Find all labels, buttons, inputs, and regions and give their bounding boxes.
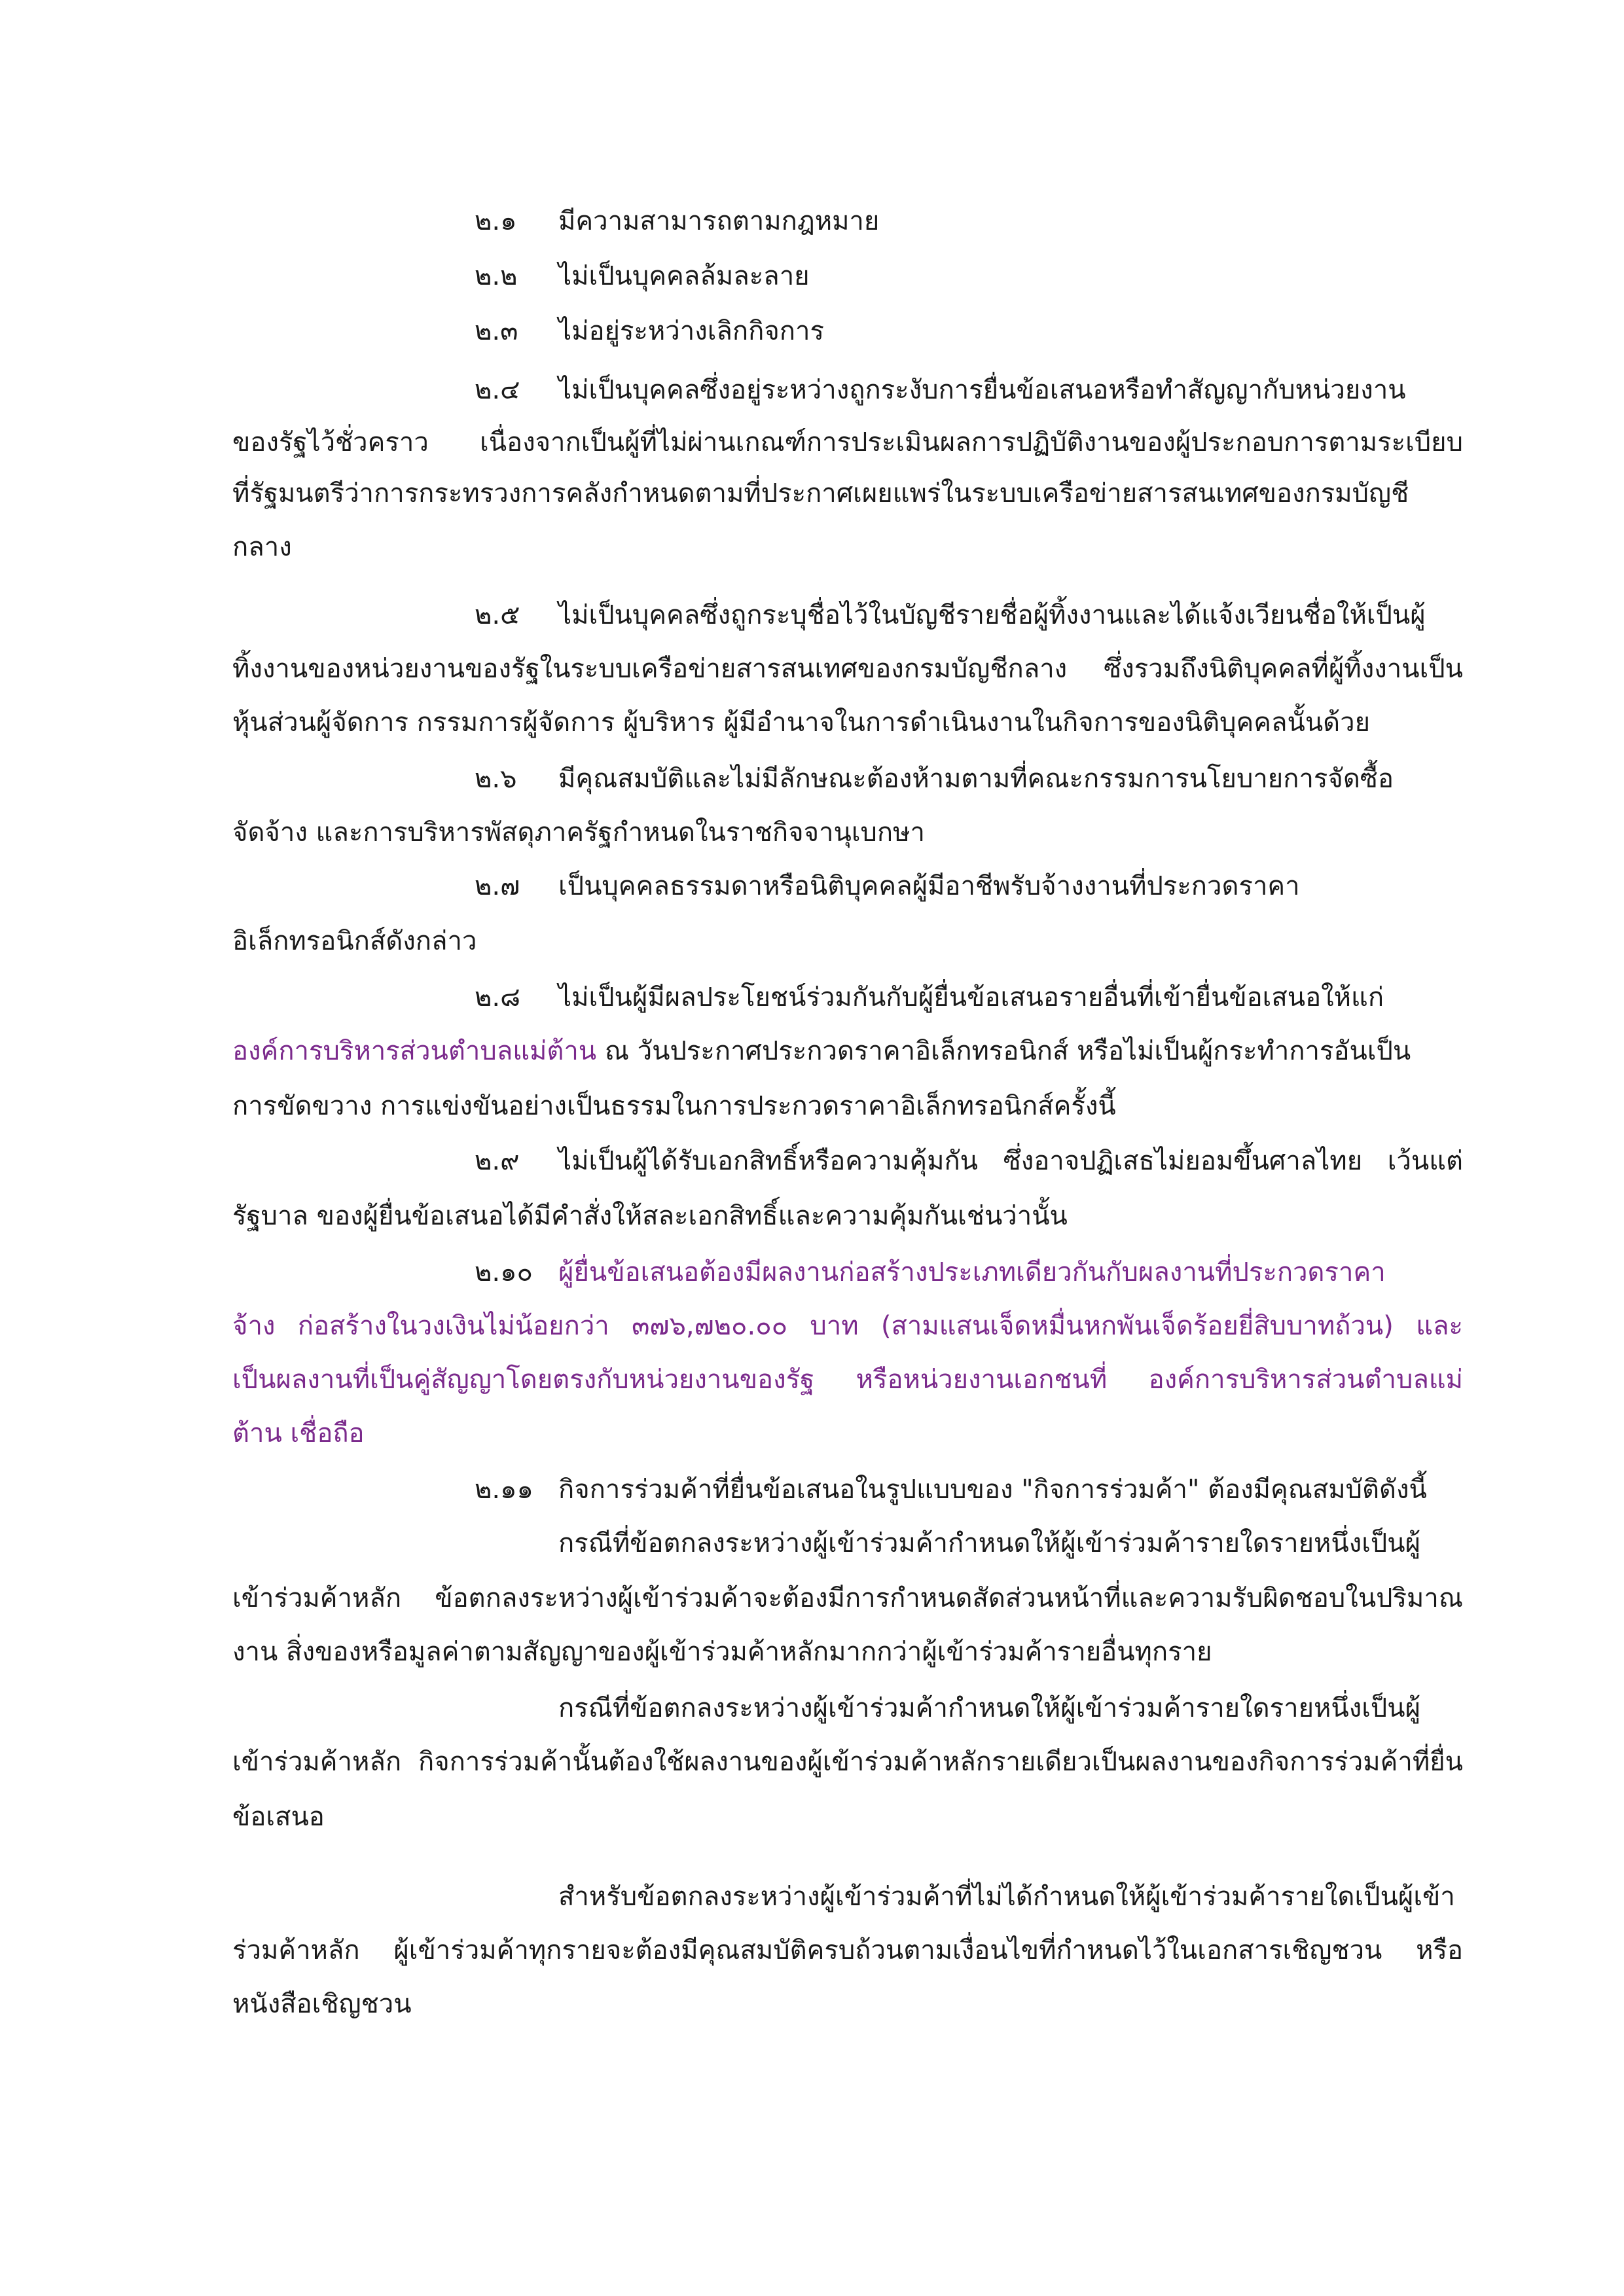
paragraph-line: หนังสือเชิญชวน xyxy=(232,1989,412,2019)
item-text: ไม่เป็นผู้ได้รับเอกสิทธิ์หรือความคุ้มกัน ซึ่งอาจปฏิเสธไม่ยอมขึ้นศาลไทย เว้นแต่ xyxy=(558,1146,1463,1176)
item-text: ไม่อยู่ระหว่างเลิกกิจการ xyxy=(558,316,824,346)
item-number: ๒.๑๐ xyxy=(475,1257,533,1287)
item-2-1 xyxy=(475,202,1463,241)
paragraph-line: จัดจ้าง และการบริหารพัสดุภาครัฐกำหนดในราชกิจจานุเบกษา xyxy=(232,817,925,848)
item-2-6 xyxy=(475,759,1463,798)
item-number: ๒.๑ xyxy=(475,206,517,236)
item-text: กิจการร่วมค้าที่ยื่นข้อเสนอในรูปแบบของ "กิจการร่วมค้า" ต้องมีคุณสมบัติดังนี้ xyxy=(558,1475,1427,1505)
item-2-2 xyxy=(475,257,1463,296)
item-text: ไม่เป็นผู้มีผลประโยชน์ร่วมกันกับผู้ยื่นข้อเสนอรายอื่นที่เข้ายื่นข้อเสนอให้แก่ xyxy=(558,982,1384,1013)
item-2-8 xyxy=(475,978,1463,1017)
item-text: ไม่เป็นบุคคลซึ่งถูกระบุชื่อไว้ในบัญชีรายชื่อผู้ทิ้งงานและได้แจ้งเวียนชื่อให้เป็นผู้ xyxy=(558,600,1426,630)
item-number: ๒.๕ xyxy=(475,600,520,630)
paragraph-line: ของรัฐไว้ชั่วคราว เนื่องจากเป็นผู้ที่ไม่ผ่านเกณฑ์การประเมินผลการปฏิบัติงานของผู้ประกอบการตามระเบียบ xyxy=(232,427,1463,457)
paragraph-line: กรณีที่ข้อตกลงระหว่างผู้เข้าร่วมค้ากำหนดให้ผู้เข้าร่วมค้ารายใดรายหนึ่งเป็นผู้ xyxy=(558,1693,1421,1723)
paragraph-line: หุ้นส่วนผู้จัดการ กรรมการผู้จัดการ ผู้บริหาร ผู้มีอำนาจในการดำเนินงานในกิจการของนิติบุคคลนั้นด้วย xyxy=(232,708,1371,738)
item-number: ๒.๓ xyxy=(475,316,518,346)
paragraph-line: ข้อเสนอ xyxy=(232,1802,325,1832)
paragraph-line: เป็นผลงานที่เป็นคู่สัญญาโดยตรงกับหน่วยงานของรัฐ หรือหน่วยงานเอกชนที่ องค์การบริหารส่วนตำบลแม่ xyxy=(232,1365,1463,1395)
paragraph-line: เข้าร่วมค้าหลัก กิจการร่วมค้านั้นต้องใช้ผลงานของผู้เข้าร่วมค้าหลักรายเดียวเป็นผลงานของกิจการร่วมค้าที่ยื่น xyxy=(232,1747,1463,1777)
item-number: ๒.๖ xyxy=(475,764,517,794)
item-2-7 xyxy=(475,867,1463,906)
agency-name: องค์การบริหารส่วนตำบลแม่ต้าน xyxy=(232,1036,597,1066)
paragraph-line: ต้าน เชื่อถือ xyxy=(232,1418,365,1448)
item-number: ๒.๘ xyxy=(475,982,520,1013)
paragraph-line: ทิ้งงานของหน่วยงานของรัฐในระบบเครือข่ายสารสนเทศของกรมบัญชีกลาง ซึ่งรวมถึงนิติบุคคลที่ผู้ทิ้งงานเป็น xyxy=(232,654,1463,684)
item-text: มีคุณสมบัติและไม่มีลักษณะต้องห้ามตามที่คณะกรรมการนโยบายการจัดซื้อ xyxy=(558,764,1394,794)
item-number: ๒.๗ xyxy=(475,871,520,901)
paragraph-line: ร่วมค้าหลัก ผู้เข้าร่วมค้าทุกรายจะต้องมีคุณสมบัติครบถ้วนตามเงื่อนไขที่กำหนดไว้ในเอกสารเชิญชวน หรือ xyxy=(232,1935,1463,1965)
item-2-5 xyxy=(475,596,1463,635)
paragraph-line: อิเล็กทรอนิกส์ดังกล่าว xyxy=(232,926,477,956)
item-text: มีความสามารถตามกฎหมาย xyxy=(558,206,880,236)
paragraph-line: กรณีที่ข้อตกลงระหว่างผู้เข้าร่วมค้ากำหนดให้ผู้เข้าร่วมค้ารายใดรายหนึ่งเป็นผู้ xyxy=(558,1528,1421,1558)
paragraph-line: กลาง xyxy=(232,532,292,562)
item-number: ๒.๑๑ xyxy=(475,1475,533,1505)
item-2-4 xyxy=(475,370,1463,410)
item-2-11 xyxy=(475,1470,1463,1509)
item-text: เป็นบุคคลธรรมดาหรือนิติบุคคลผู้มีอาชีพรับจ้างงานที่ประกวดราคา xyxy=(558,871,1300,901)
item-2-10 xyxy=(475,1253,1463,1292)
item-text: ไม่เป็นบุคคลซึ่งอยู่ระหว่างถูกระงับการยื่นข้อเสนอหรือทำสัญญากับหน่วยงาน xyxy=(558,375,1406,405)
item-number: ๒.๙ xyxy=(475,1146,520,1176)
paragraph-line xyxy=(232,1031,1463,1071)
paragraph-text: ณ วันประกาศประกวดราคาอิเล็กทรอนิกส์ หรือไม่เป็นผู้กระทำการอันเป็น xyxy=(596,1036,1411,1066)
item-number: ๒.๒ xyxy=(475,261,518,291)
paragraph-line: เข้าร่วมค้าหลัก ข้อตกลงระหว่างผู้เข้าร่วมค้าจะต้องมีการกำหนดสัดส่วนหน้าที่และความรับผิดชอบในปริมาณ xyxy=(232,1583,1463,1613)
paragraph-line: รัฐบาล ของผู้ยื่นข้อเสนอได้มีคำสั่งให้สละเอกสิทธิ์และความคุ้มกันเช่นว่านั้น xyxy=(232,1201,1068,1231)
item-text: ไม่เป็นบุคคลล้มละลาย xyxy=(558,261,810,291)
paragraph-line: จ้าง ก่อสร้างในวงเงินไม่น้อยกว่า ๓๗๖,๗๒๐.๐๐ บาท (สามแสนเจ็ดหมื่นหกพันเจ็ดร้อยยี่สิบบาทถ้วน) และ xyxy=(232,1311,1463,1341)
item-2-9 xyxy=(475,1141,1463,1181)
paragraph-line: งาน สิ่งของหรือมูลค่าตามสัญญาของผู้เข้าร่วมค้าหลักมากกว่าผู้เข้าร่วมค้ารายอื่นทุกราย xyxy=(232,1637,1212,1667)
paragraph-line: ที่รัฐมนตรีว่าการกระทรวงการคลังกำหนดตามที่ประกาศเผยแพร่ในระบบเครือข่ายสารสนเทศของกรมบัญชี xyxy=(232,478,1409,509)
item-2-3 xyxy=(475,312,1463,351)
paragraph-line: สำหรับข้อตกลงระหว่างผู้เข้าร่วมค้าที่ไม่ได้กำหนดให้ผู้เข้าร่วมค้ารายใดเป็นผู้เข้า xyxy=(558,1882,1455,1912)
item-number: ๒.๔ xyxy=(475,375,520,405)
item-text: ผู้ยื่นข้อเสนอต้องมีผลงานก่อสร้างประเภทเดียวกันกับผลงานที่ประกวดราคา xyxy=(558,1257,1386,1287)
paragraph-line: การขัดขวาง การแข่งขันอย่างเป็นธรรมในการประกวดราคาอิเล็กทรอนิกส์ครั้งนี้ xyxy=(232,1091,1116,1121)
